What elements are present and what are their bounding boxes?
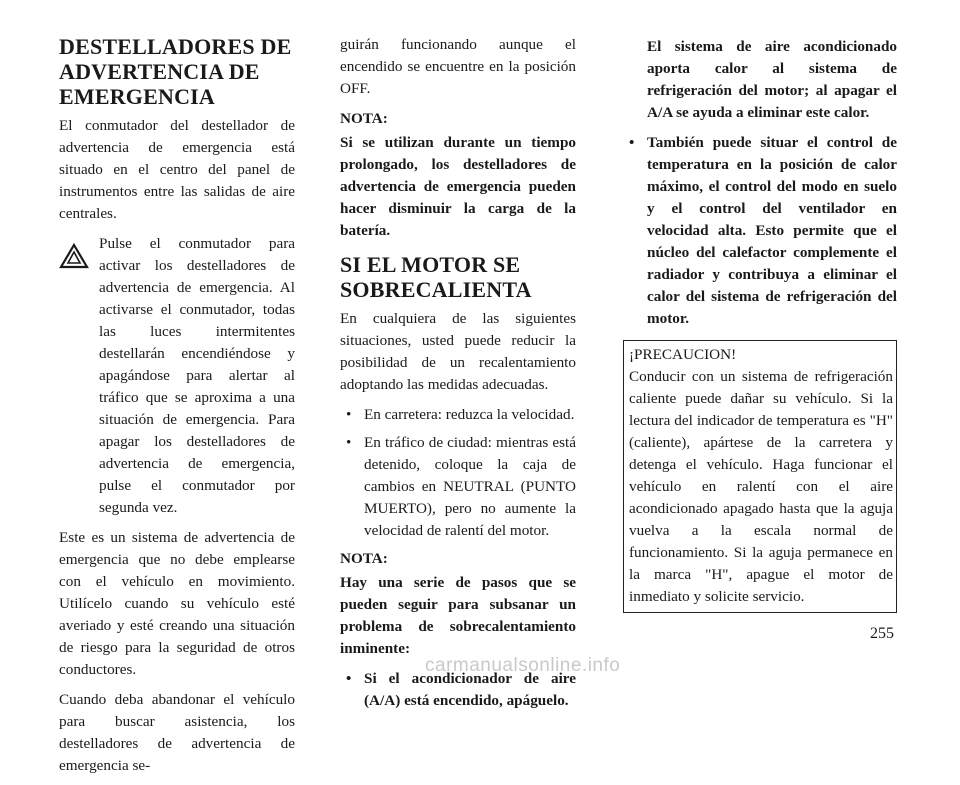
note-label: NOTA:	[340, 110, 388, 127]
watermark: carmanualsonline.info	[425, 655, 621, 676]
caution-box	[623, 340, 897, 613]
note-label: NOTA:	[340, 550, 388, 567]
bullet-continuation: El sistema de aire acondicionado aporta calor al sistema de refrigeración del motor; al apagar el A/A se ayuda a eliminar este calor.	[647, 38, 897, 121]
list-item: • En tráfico de ciudad: mientras está detenido, coloque la caja de cambios en NEUTRAL (PUNTO MUERTO), pero no aumente la velocidad de ralentí del motor.	[346, 434, 576, 539]
right-column	[623, 36, 897, 613]
page-number: 255	[870, 625, 894, 642]
note-text: Hay una serie de pasos que se pueden seguir para subsanar un problema de sobrecalentamiento inminente:	[340, 574, 576, 657]
list-item: • En carretera: reduzca la velocidad.	[346, 406, 575, 423]
paragraph: guirán funcionando aunque el encendido se encuentre en la posición OFF.	[340, 36, 576, 97]
left-column	[59, 34, 295, 785]
paragraph: En cualquiera de las siguientes situaciones, usted puede reducir la posibilidad de un recalentamiento adoptando las medidas adecuadas.	[340, 310, 576, 393]
caution-text: Conducir con un sistema de refrigeración caliente puede dañar su vehículo. Si la lectura del indicador de temperatura es "H" (caliente), apártese de la carretera y detenga el vehículo. Haga funcionar el vehículo en ralentí con el aire acondicionado apagado hasta que la aguja vuelva a la escala normal de funcionamiento. Si la aguja permanece en la marca "H", apague el motor de inmediato y solicite servicio.	[629, 368, 893, 605]
paragraph: Este es un sistema de advertencia de emergencia que no debe emplearse con el vehículo en movimiento. Utilícelo cuando su vehículo esté averiado y esté creando una situación de riesgo para la seguridad de otros conductores.	[59, 529, 295, 678]
paragraph: Pulse el conmutador para activar los destelladores de advertencia de emergencia. Al activarse el conmutador, todas las luces intermitentes destellarán encendiéndose y apagándose para alertar al tráfico que se aproxima a una situación de emergencia. Para apagar los destelladores de advertencia de emergencia, pulse el conmutador por segunda vez.	[99, 235, 295, 516]
list-item: • También puede situar el control de temperatura en la posición de calor máximo, el control del modo en suelo y el control del ventilador en velocidad alta. Esto permite que el núcleo del calefactor complemente el radiador y contribuya a eliminar el calor del sistema de refrigeración del motor.	[629, 134, 897, 327]
section-title-overheat: SI EL MOTOR SE SOBRECALIENTA	[340, 252, 532, 302]
paragraph: Cuando deba abandonar el vehículo para buscar asistencia, los destelladores de advertencia de emergencia se-	[59, 691, 295, 774]
caution-title: ¡PRECAUCION!	[629, 346, 737, 363]
hazard-warning-triangle-icon	[59, 233, 99, 519]
hazard-instruction	[59, 233, 295, 519]
note-text: Si se utilizan durante un tiempo prolongado, los destelladores de advertencia de emergencia pueden hacer disminuir la carga de la batería.	[340, 134, 576, 239]
section-title-hazard: DESTELLADORES DE ADVERTENCIA DE EMERGENCIA	[59, 34, 292, 109]
paragraph: El conmutador del destellador de advertencia de emergencia está situado en el centro del panel de instrumentos entre las salidas de aire centrales.	[59, 117, 295, 222]
list-item: • Si el acondicionador de aire (A/A) está encendido, apáguelo.	[346, 670, 576, 709]
bullet-list	[623, 132, 897, 330]
middle-column	[340, 34, 576, 718]
bullet-list	[340, 404, 576, 542]
